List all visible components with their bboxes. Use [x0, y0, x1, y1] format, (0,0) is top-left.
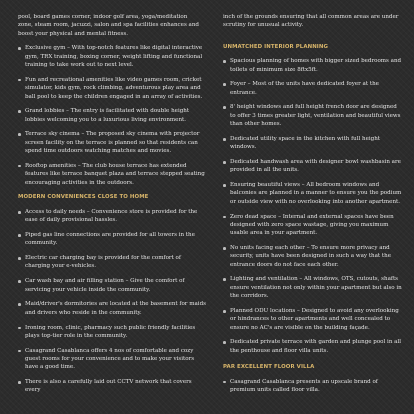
- list-item: 8' height windows and full height french door are designed to offer 3 times greater light, ventilation and beautiful views than other homes.: [223, 103, 403, 128]
- list-item: Rooftop amenities – The club house terrace has extended features like terrace banquet plaza and terrace stepped seating encouraging activities in the outdoors.: [18, 162, 206, 187]
- list-item: Casagrand Casablanca offers 4 nos of comfortable and cozy guest rooms for your convenience and to make your visitors have a good time.: [18, 347, 206, 372]
- list-item: Car wash bay and air filling station – Give the comfort of servicing your vehicle inside the community.: [18, 277, 206, 294]
- list-item: Fun and recreational amenities like video games room, cricket simulator, kids gym, rock climbing, adventurous play area and ball pool to keep the children engaged in an array of activities.: [18, 76, 206, 101]
- intro-line: scrutiny for unusual activity.: [223, 22, 304, 29]
- list-item: Ironing room, clinic, pharmacy such public friendly facilities plays top-tier role in the community.: [18, 324, 206, 341]
- list-item: Terrace sky cinema – The proposed sky cinema with projector screen facility on the terrace is planned so that residents can spend time outdoors watching matches and movies.: [18, 130, 206, 155]
- list-item: Dedicated private terrace with garden and plunge pool in all the penthouse and floor villa units.: [223, 338, 403, 355]
- list-item: Maid/driver's dormitories are located at the basement for maids and drivers who reside in the community.: [18, 300, 206, 317]
- list-item: Zero dead space – Internal and external spaces have been designed with zero space wastage, giving you maximum usable area in your apartment.: [223, 213, 403, 238]
- list-item: Electric car charging bay is provided for the comfort of charging your e-vehicles.: [18, 254, 206, 271]
- floor-villa-list: [223, 378, 403, 395]
- intro-line: zone, steam room, jacuzzi, salon and spa facilities enhances and: [18, 22, 199, 29]
- list-item: Exclusive gym – With top-notch features like digital interactive gym, TRX training, boxing corner, weight lifting and functional training to take work out to next level.: [18, 44, 206, 69]
- list-item: No units facing each other – To ensure more privacy and security, units have been designed in such a way that the entrance doors do not face each other.: [223, 244, 403, 269]
- left-intro-text: [18, 13, 206, 38]
- intro-line: boost your physical and mental fitness.: [18, 30, 128, 37]
- list-item: Dedicated utility space in the kitchen with full height windows.: [223, 135, 403, 152]
- left-column: [18, 13, 206, 401]
- section-heading-conveniences: MODERN CONVENIENCES CLOSE TO HOME: [18, 194, 149, 201]
- list-item: Spacious planning of homes with bigger sized bedrooms and toilets of minimum size 8ftx5ft.: [223, 57, 403, 74]
- list-item: Ensuring beautiful views – All bedroom windows and balconies are planned in a manner to ensure you the podium or outside view with no overlooking into another apartment.: [223, 181, 403, 206]
- planning-list: [223, 57, 403, 355]
- list-item: Casagrand Casablanca presents an upscale brand of premium units called floor villa.: [223, 378, 403, 395]
- section-heading-planning: UNMATCHED INTERIOR PLANNING: [223, 43, 329, 50]
- intro-line: inch of the grounds ensuring that all common areas are under: [223, 14, 399, 20]
- intro-line: pool, board games corner, indoor golf area, yoga/meditation: [18, 14, 188, 20]
- list-item: Access to daily needs – Convenience store is provided for the ease of daily provisional hassles.: [18, 208, 206, 225]
- conveniences-list: [18, 208, 206, 395]
- list-item: Planned ODU locations – Designed to avoid any overlooking or hindrances to other apartments and well concealed to ensure no AC's are visible on the building façade.: [223, 307, 403, 332]
- right-column: [223, 13, 403, 401]
- list-item: Foyer – Most of the units have dedicated foyer at the entrance.: [223, 80, 403, 97]
- right-intro-text: [223, 13, 403, 30]
- list-item: There is also a carefully laid out CCTV network that covers every: [18, 378, 206, 395]
- list-item: Piped gas line connections are provided for all towers in the community.: [18, 231, 206, 248]
- list-item: Lighting and ventilation – All windows, OTS, cutouts, shafts ensure ventilation not only within your apartment but also in the corridors.: [223, 275, 403, 300]
- list-item: Grand lobbies – The entry is facilitated with double height lobbies welcoming you to a luxurious living environment.: [18, 107, 206, 124]
- section-heading-floor-villa: PAR EXCELLENT FLOOR VILLA: [223, 363, 315, 370]
- amenities-list: [18, 44, 206, 186]
- list-item: Dedicated handwash area with designer bowl washbasin are provided in all the units.: [223, 158, 403, 175]
